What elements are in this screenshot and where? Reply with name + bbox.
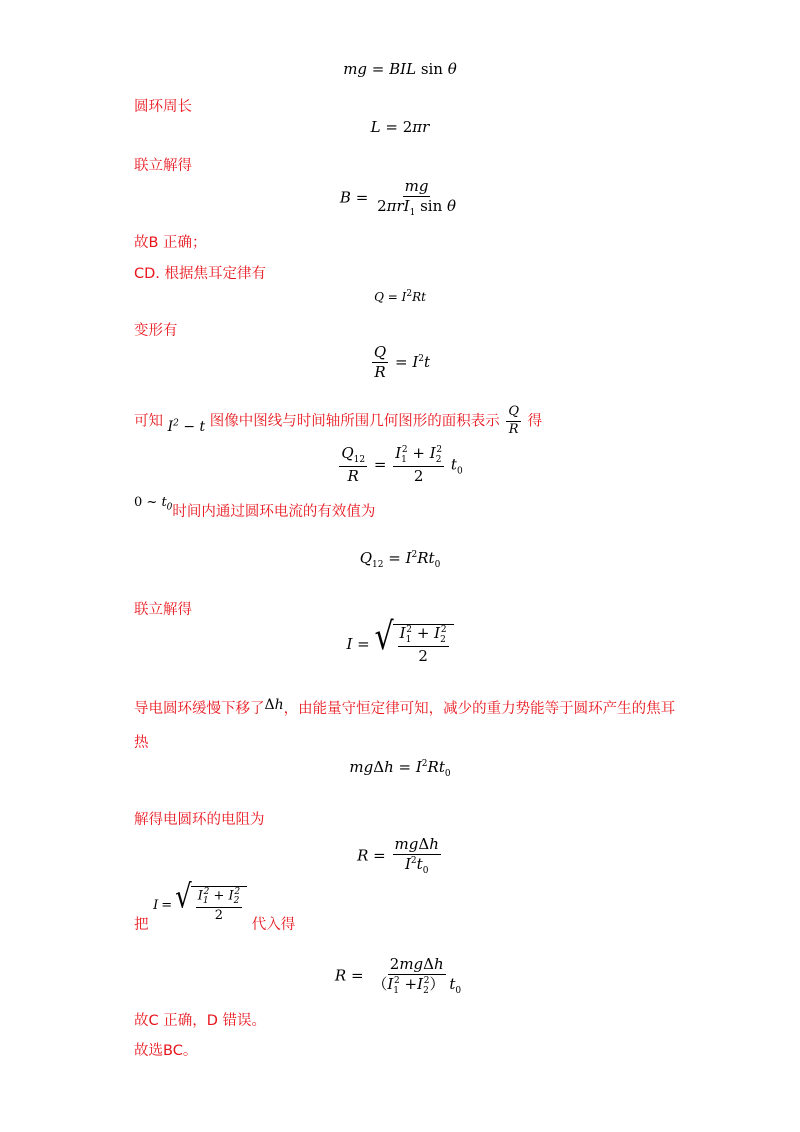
text-area-meaning-b: 图像中图线与时间轴所围几何图形的面积表示: [209, 413, 500, 430]
text-cd-joule: CD. 根据焦耳定律有: [134, 266, 267, 282]
text-area-meaning-a: 可知: [134, 413, 163, 430]
text-solve-label-2: 联立解得: [134, 602, 192, 618]
inline-q-over-r: $\frac{Q}{R}$: [508, 404, 520, 437]
inline-effective-current: I = √ $\frac{I_1^2 + I_2^2}{2}$: [153, 886, 247, 924]
equation-resistance-final: R = $\frac{\text{2mgΔh}}{(I_1^2 +I_2^2) t_0}$: [334, 955, 462, 997]
equation-joule-law: $Q = I^2Rt$: [374, 289, 426, 304]
text-heat: 热: [134, 735, 149, 751]
text-effective-value-label: 时间内通过圆环电流的有效值为: [172, 504, 376, 520]
text-energy-a: 导电圆环缓慢下移了: [134, 701, 265, 717]
equation-q12-over-r: $\frac{Q_{12}}{R}$ = $\frac{I_1^2 + I_2^2}{2}$ $t_0$: [341, 444, 463, 486]
text-b-correct: 故B 正确；: [134, 235, 207, 251]
equation-circumference: L = 2πr: [370, 118, 430, 136]
text-resistance-label: 解得电圆环的电阻为: [134, 812, 265, 828]
equation-force-balance: mg = BIL sin θ: [343, 60, 457, 78]
equation-resistance-1: R = $\frac{\text{mgΔh}}{I^2t_0}$: [357, 835, 439, 877]
inline-time-range: 0 ~ $t_0$: [134, 495, 173, 513]
inline-i2-t: $I^2 - t$: [167, 418, 206, 436]
equation-b-field: B = $\frac{mg}{2\pi rI_1 \sin \theta}$: [339, 177, 457, 219]
text-transform-label: 变形有: [134, 323, 178, 339]
text-answer-bc: 故选BC。: [134, 1043, 198, 1059]
text-energy-conservation: [134, 697, 675, 718]
text-area-meaning-c: 得: [527, 413, 543, 430]
text-substitute-a: 把: [134, 916, 149, 933]
text-energy-b: ，由能量守恒定律可知，减少的重力势能等于圆环产生的焦耳: [283, 701, 676, 717]
equation-energy: $mg\Delta h = I^2Rt_0$: [349, 758, 451, 779]
equation-q12: $Q_{12} = I^2Rt_0$: [359, 549, 441, 570]
equation-effective-current: I = √ $\frac{I_1^2 + I_2^2}{2}$: [0, 624, 800, 666]
text-solve-label-1: 联立解得: [134, 158, 192, 174]
text-substitute-b: 代入得: [251, 916, 296, 933]
text-c-correct: 故C 正确，D 错误。: [134, 1013, 267, 1029]
text-effective-value: [134, 495, 376, 523]
text-substitute: [134, 878, 296, 933]
equation-q-over-r: $\frac{Q}{R}$ = $I^2t$: [373, 343, 431, 382]
text-circumference-label: 圆环周长: [134, 99, 192, 115]
text-area-meaning: [134, 405, 542, 438]
inline-delta-h: Δh: [264, 697, 284, 713]
